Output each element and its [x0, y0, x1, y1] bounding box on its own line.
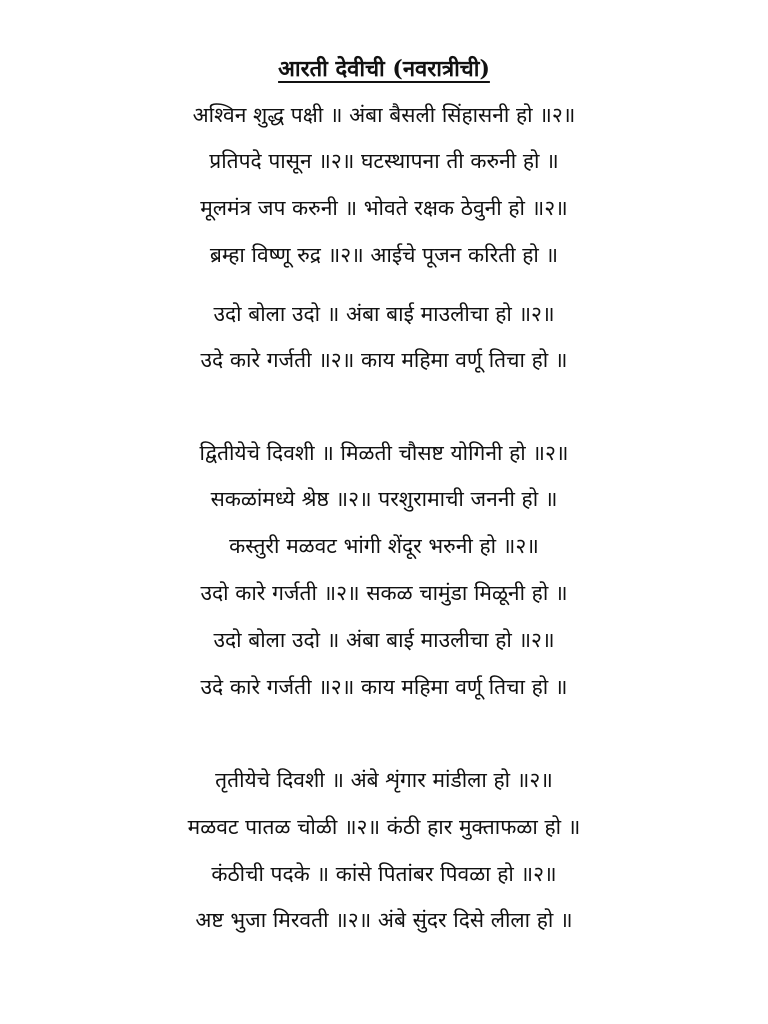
verse-3-line-2: मळवट पातळ चोळी ॥२॥ कंठी हार मुक्ताफळा हो ॥: [187, 815, 581, 839]
document-title: [0, 52, 768, 86]
verse-2-line-4: उदो कारे गर्जती ॥२॥ सकळ चामुंडा मिळूनी हो ॥: [200, 581, 568, 605]
verse-2-line-1: द्वितीयेचे दिवशी ॥ मिळती चौसष्ट योगिनी हो ॥२॥: [199, 441, 569, 465]
verse-2-line-5: उदो बोला उदो ॥ अंबा बाई माउलीचा हो ॥२॥: [213, 628, 555, 652]
verse-3-line-3: कंठीची पदके ॥ कांसे पितांबर पिवळा हो ॥२॥: [211, 862, 557, 886]
verse-3-line-4: अष्ट भुजा मिरवती ॥२॥ अंबे सुंदर दिसे लीला हो ॥: [195, 908, 573, 932]
verse-1-line-1: अश्विन शुद्ध पक्षी ॥ अंबा बैसली सिंहासनी हो ॥२॥: [192, 103, 576, 127]
verse-1-line-3: मूलमंत्र जप करुनी ॥ भोवते रक्षक ठेवुनी हो ॥२॥: [200, 196, 568, 220]
verse-3-line-1: तृतीयेचे दिवशी ॥ अंबे शृंगार मांडीला हो ॥२॥: [215, 768, 553, 792]
refrain-1-line-1: उदो बोला उदो ॥ अंबा बाई माउलीचा हो ॥२॥: [213, 302, 555, 326]
verse-1-line-4: ब्रम्हा विष्णू रुद्र ॥२॥ आईचे पूजन करिती हो ॥: [209, 243, 559, 267]
refrain-1-line-2: उदे कारे गर्जती ॥२॥ काय महिमा वर्णू तिचा हो ॥: [200, 348, 568, 372]
verse-2-line-6: उदे कारे गर्जती ॥२॥ काय महिमा वर्णू तिचा हो ॥: [200, 675, 568, 699]
verse-2-line-3: कस्तुरी मळवट भांगी शेंदूर भरुनी हो ॥२॥: [229, 534, 539, 558]
verse-1-line-2: प्रतिपदे पासून ॥२॥ घटस्थापना ती करुनी हो ॥: [209, 149, 559, 173]
verse-2-line-2: सकळांमध्ये श्रेष्ठ ॥२॥ परशुरामाची जननी हो ॥: [210, 487, 558, 511]
document-title-text: आरती देवीची (नवरात्रीची): [278, 56, 490, 82]
